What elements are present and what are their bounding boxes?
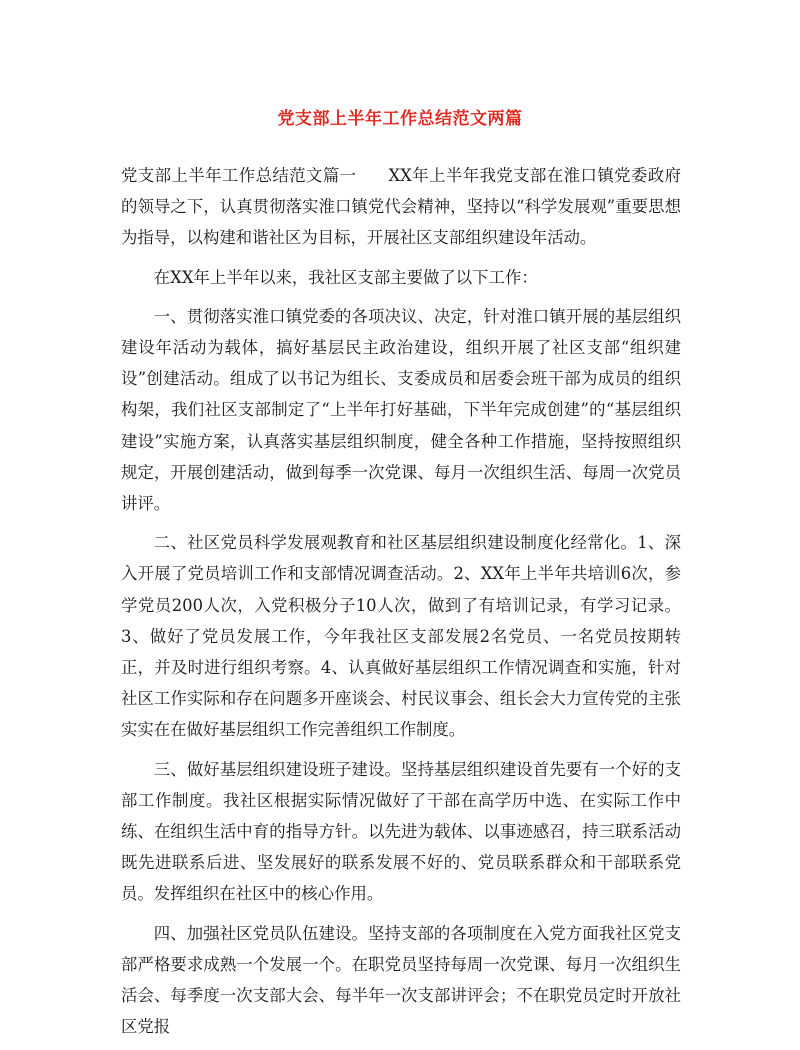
paragraph-overview: 在XX年上半年以来，我社区支部主要做了以下工作：: [153, 267, 538, 287]
intro-text: XX年上半年我党支部在淮口镇党委政府的领导之下，认真贯彻落实淮口镇党代会精神，坚持以“科学发展观”重要思想为指导，以构建和谐社区为目标，开展社区支部组织建设年活动。: [121, 166, 682, 248]
intro-heading: 党支部上半年工作总结范文篇一: [121, 166, 357, 185]
paragraph-intro: [121, 160, 681, 254]
document-title: 党支部上半年工作总结范文两篇: [277, 109, 523, 129]
paragraph-section-3: 三、做好基层组织建设班子建设。坚持基层组织建设首先要有一个好的支部工作制度。我社区根据实际情况做好了干部在高学历中选、在实际工作中练、在组织生活中育的指导方针。以先进为载体、以事迹感召，持三联系活动既先进联系后进、坚发展好的联系发展不好的、党员联系群众和干部联系党员。发挥组织在社区中的核心作用。: [121, 759, 681, 904]
paragraph-section-2: 二、社区党员科学发展观教育和社区基层组织建设制度化经常化。1、深入开展了党员培训工作和支部情况调查活动。2、XX年上半年共培训6次，参学党员200人次，入党积极分子10人次，做到了有培训记录，有学习记录。3、做好了党员发展工作，今年我社区支部发展2名党员、一名党员按期转正，并及时进行组织考察。4、认真做好基层组织工作情况调查和实施，针对社区工作实际和存在问题多开座谈会、村民议事会、组长会大力宣传党的主张实实在在做好基层组织工作完善组织工作制度。: [121, 533, 681, 740]
paragraph-section-4: 四、加强社区党员队伍建设。坚持支部的各项制度在入党方面我社区党支部严格要求成熟一个发展一个。在职党员坚持每周一次党课、每月一次组织生活会、每季度一次支部大会、每半年一次支部讲评会；不在职党员定时开放社区党报: [121, 923, 681, 1037]
paragraph-section-1: 一、贯彻落实淮口镇党委的各项决议、决定，针对淮口镇开展的基层组织建设年活动为载体，搞好基层民主政治建设，组织开展了社区支部“组织建设”创建活动。组成了以书记为组长、支委成员和居委会班干部为成员的组织构架，我们社区支部制定了“上半年打好基础，下半年完成创建”的“基层组织建设”实施方案，认真落实基层组织制度，健全各种工作措施，坚持按照组织规定，开展创建活动，做到每季一次党课、每月一次组织生活、每周一次党员讲评。: [121, 306, 681, 514]
document-body: [121, 160, 681, 1050]
